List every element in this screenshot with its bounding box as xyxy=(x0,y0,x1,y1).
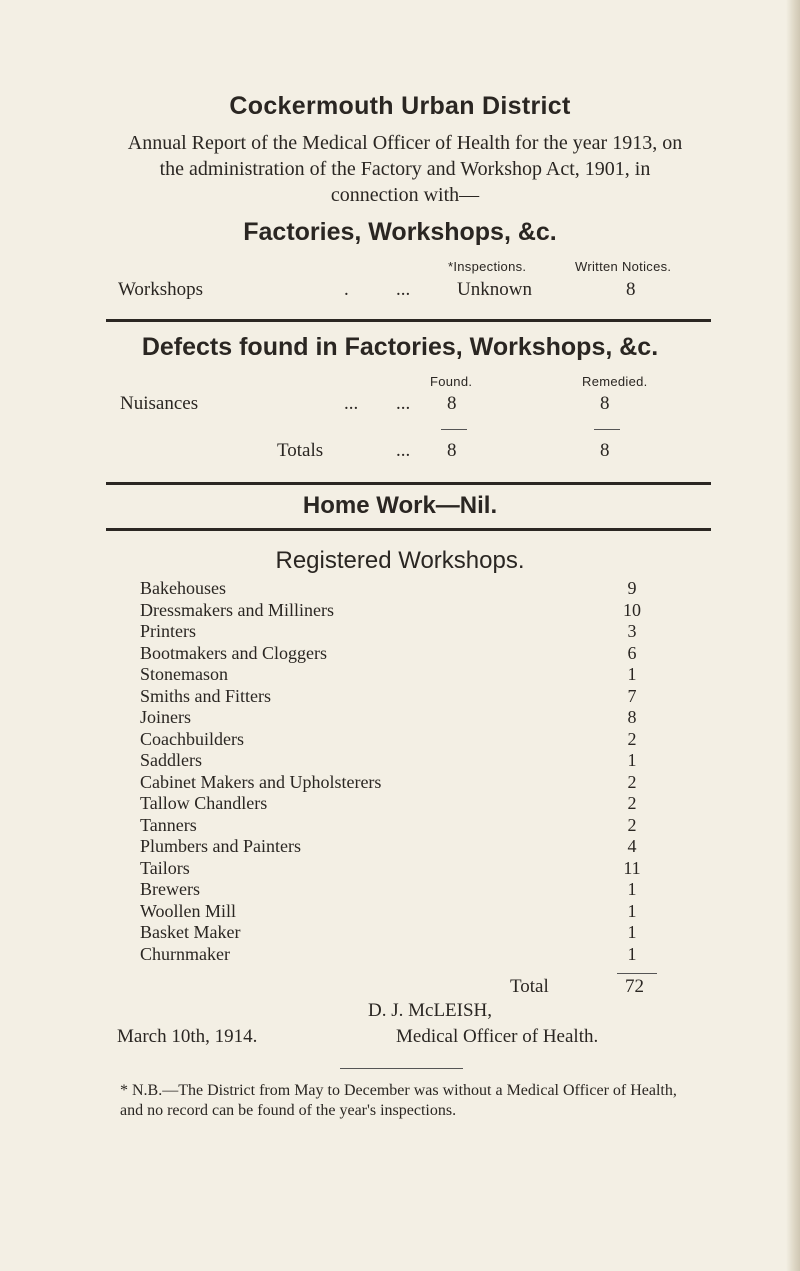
workshop-type: Cabinet Makers and Upholsterers xyxy=(140,771,382,792)
workshop-type: Coachbuilders xyxy=(140,728,244,749)
list-item xyxy=(140,772,652,794)
workshop-count: 2 xyxy=(627,771,637,792)
totals-found: 8 xyxy=(447,440,457,461)
list-item xyxy=(140,621,652,643)
found-sum-line xyxy=(441,429,467,430)
nuisances-remedied: 8 xyxy=(600,393,610,414)
section-rule xyxy=(106,319,711,322)
workshop-type: Bootmakers and Cloggers xyxy=(140,642,327,663)
report-title: Cockermouth Urban District xyxy=(229,92,571,120)
list-item xyxy=(140,793,652,815)
workshop-type: Plumbers and Painters xyxy=(140,836,301,856)
list-item xyxy=(140,858,652,880)
remedied-sum-line xyxy=(594,429,620,430)
intro-paragraph: Annual Report of the Medical Officer of Health for the year 1913, on the administration of the Factory and Workshop Act, 1901, in connection with— xyxy=(127,132,683,206)
nuisances-label: Nuisances xyxy=(120,393,199,414)
defects-heading: Defects found in Factories, Workshops, &c. xyxy=(141,333,659,361)
workshop-count: 11 xyxy=(623,857,641,878)
workshop-count: 8 xyxy=(627,707,637,727)
nuisances-found: 8 xyxy=(447,393,457,414)
workshops-notices: 8 xyxy=(626,279,636,300)
list-item xyxy=(140,643,652,665)
registered-heading: Registered Workshops. xyxy=(275,547,525,574)
list-item xyxy=(140,815,652,837)
totals-remedied: 8 xyxy=(600,440,610,461)
workshops-dot: . xyxy=(344,279,349,300)
list-item xyxy=(140,750,652,772)
list-item xyxy=(140,901,652,923)
list-item xyxy=(140,686,652,708)
registered-total-label: Total xyxy=(510,976,549,997)
section-rule xyxy=(106,482,711,485)
list-item xyxy=(140,707,652,729)
report-date: March 10th, 1914. xyxy=(117,1026,258,1047)
workshop-count: 1 xyxy=(627,879,637,899)
list-item xyxy=(140,944,652,966)
workshop-count: 4 xyxy=(627,836,637,856)
workshop-type: Printers xyxy=(140,621,196,641)
workshop-type: Brewers xyxy=(140,879,200,899)
workshop-count: 2 xyxy=(627,814,637,835)
totals-dots: ... xyxy=(396,440,411,461)
workshop-type: Stonemason xyxy=(140,664,228,684)
list-item xyxy=(140,879,652,901)
signature-name: D. J. McLEISH, xyxy=(368,1000,493,1021)
workshop-type: Churnmaker xyxy=(140,943,230,964)
remedied-header: Remedied. xyxy=(582,374,648,389)
workshop-count: 2 xyxy=(627,793,637,813)
workshop-count: 3 xyxy=(627,621,637,641)
list-item xyxy=(140,729,652,751)
workshops-inspections: Unknown xyxy=(457,279,532,300)
list-item xyxy=(140,664,652,686)
workshop-type: Tanners xyxy=(140,814,197,835)
page-edge xyxy=(786,0,800,1271)
workshop-type: Joiners xyxy=(140,707,191,727)
workshop-count: 1 xyxy=(627,664,637,684)
totals-label: Totals xyxy=(277,440,324,461)
found-header: Found. xyxy=(430,374,473,389)
workshop-type: Tallow Chandlers xyxy=(140,793,268,813)
footnote: * N.B.—The District from May to December was without a Medical Officer of Health, and no record can be found of the year's inspections. xyxy=(120,1082,677,1119)
workshop-count: 9 xyxy=(627,578,637,598)
total-sum-line xyxy=(617,973,657,974)
notices-header: Written Notices. xyxy=(575,259,672,274)
workshops-dots: ... xyxy=(396,279,411,300)
workshop-type: Basket Maker xyxy=(140,922,241,942)
section-rule xyxy=(106,528,711,531)
factories-heading: Factories, Workshops, &c. xyxy=(243,218,557,246)
workshop-type: Bakehouses xyxy=(140,578,226,598)
workshop-count: 1 xyxy=(627,900,637,921)
workshop-type: Woollen Mill xyxy=(140,900,237,921)
workshop-type: Smiths and Fitters xyxy=(140,685,272,706)
workshop-count: 1 xyxy=(627,750,637,770)
registered-total-value: 72 xyxy=(625,976,644,997)
workshop-type: Saddlers xyxy=(140,750,202,770)
home-work-heading: Home Work—Nil. xyxy=(302,492,498,519)
workshop-count: 7 xyxy=(627,685,637,706)
workshop-count: 10 xyxy=(623,599,641,620)
list-item xyxy=(140,600,652,622)
inspections-header: *Inspections. xyxy=(448,259,527,274)
workshop-count: 6 xyxy=(627,642,637,663)
workshops-label: Workshops xyxy=(118,279,204,300)
list-item xyxy=(140,922,652,944)
list-item xyxy=(140,578,652,600)
nuisances-dots-2: ... xyxy=(396,393,411,414)
registered-list xyxy=(140,578,652,965)
workshop-count: 1 xyxy=(627,943,637,964)
list-item xyxy=(140,836,652,858)
workshop-count: 1 xyxy=(627,922,637,942)
workshop-count: 2 xyxy=(627,728,637,749)
footnote-rule xyxy=(340,1068,463,1069)
nuisances-dots-1: ... xyxy=(344,393,359,414)
workshop-type: Dressmakers and Milliners xyxy=(140,599,334,620)
signature-title: Medical Officer of Health. xyxy=(396,1026,599,1047)
workshop-type: Tailors xyxy=(140,857,190,878)
